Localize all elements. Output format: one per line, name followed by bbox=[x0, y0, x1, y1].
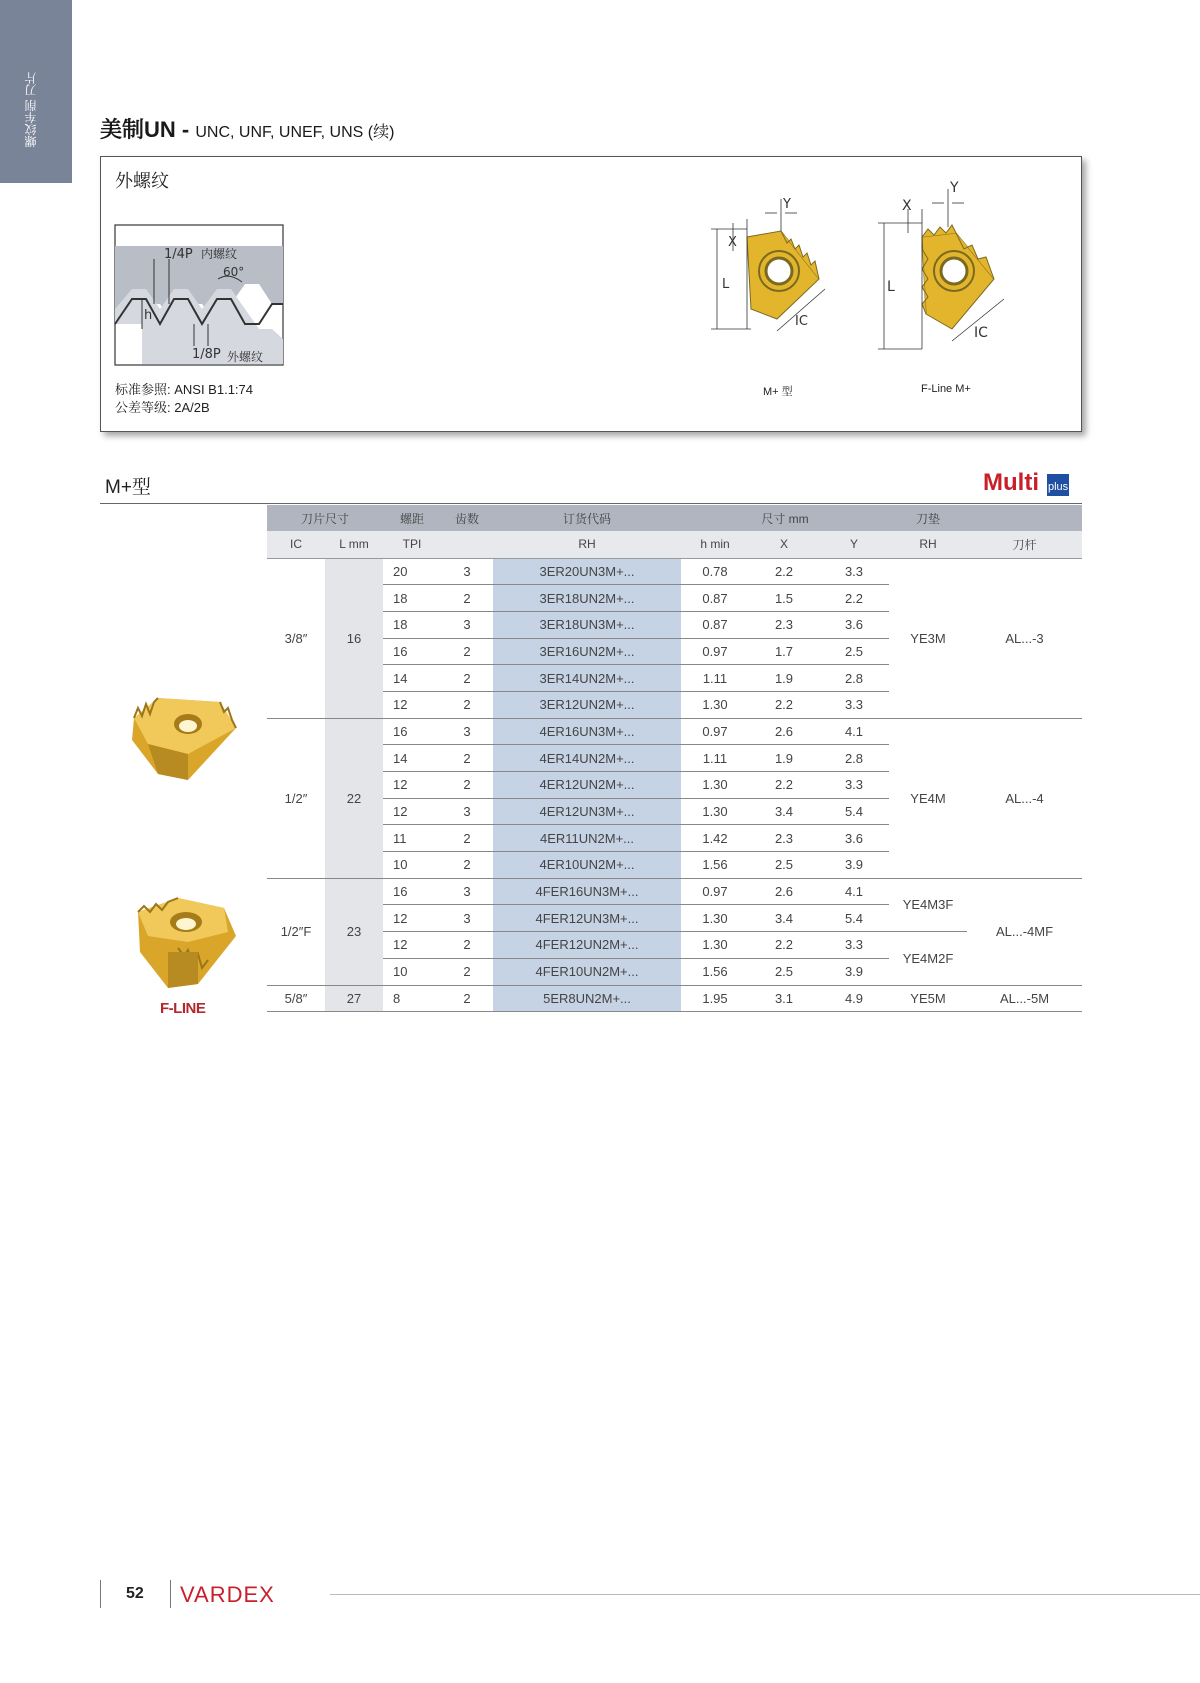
tpi-cell: 14 bbox=[383, 745, 441, 772]
fline-ic-label: IC bbox=[974, 325, 988, 341]
fline-x-label: X bbox=[902, 198, 912, 214]
x-cell: 2.6 bbox=[749, 878, 819, 905]
footer-divider-right bbox=[170, 1580, 171, 1608]
fline-y-label: Y bbox=[950, 180, 959, 196]
hmin-cell: 1.30 bbox=[681, 798, 749, 825]
ic-cell: 3/8″ bbox=[267, 558, 325, 718]
y-cell: 3.6 bbox=[819, 825, 889, 852]
x-cell: 1.9 bbox=[749, 665, 819, 692]
teeth-cell: 2 bbox=[441, 932, 493, 959]
header-order-code: 订货代码 bbox=[493, 505, 681, 531]
x-cell: 3.4 bbox=[749, 905, 819, 932]
angle-label: 60° bbox=[223, 265, 245, 279]
holder-cell: AL...-3 bbox=[967, 558, 1082, 718]
mplus-caption: M+ 型 bbox=[763, 386, 793, 398]
box-title: 外螺纹 bbox=[115, 171, 169, 191]
section-rule bbox=[100, 503, 1082, 504]
y-cell: 2.2 bbox=[819, 585, 889, 612]
title-main: 美制UN - bbox=[100, 117, 196, 142]
holder-cell: AL...-4 bbox=[967, 718, 1082, 878]
mplus-dimension-diagram bbox=[691, 179, 841, 354]
y-cell: 3.3 bbox=[819, 932, 889, 959]
hmin-cell: 0.87 bbox=[681, 585, 749, 612]
multi-plus-logo bbox=[983, 466, 1083, 500]
fline-dimension-diagram bbox=[866, 179, 1016, 354]
x-cell: 3.1 bbox=[749, 985, 819, 1012]
y-cell: 3.9 bbox=[844, 964, 864, 980]
x-cell: 1.5 bbox=[749, 585, 819, 612]
order-code-cell: 4FER10UN2M+... bbox=[493, 958, 681, 985]
shim-cell: YE5M bbox=[889, 985, 967, 1012]
subheader-rh: RH bbox=[493, 531, 681, 558]
subheader-y: Y bbox=[819, 531, 889, 558]
teeth-cell: 3 bbox=[441, 905, 493, 932]
hmin-cell: 1.30 bbox=[681, 932, 749, 959]
x-cell: 3.4 bbox=[749, 798, 819, 825]
holder-cell: AL...-4MF bbox=[967, 878, 1082, 985]
teeth-cell: 2 bbox=[441, 585, 493, 612]
mplus-y-label: Y bbox=[783, 197, 791, 212]
tpi-cell: 12 bbox=[383, 905, 441, 932]
tpi-cell: 16 bbox=[383, 718, 441, 745]
logo-multi-text: Multi bbox=[983, 469, 1039, 496]
order-code-cell: 3ER18UN2M+... bbox=[493, 585, 681, 612]
y-cell: 4.1 bbox=[819, 878, 889, 905]
table-body bbox=[267, 558, 1082, 1012]
x-cell: 2.2 bbox=[749, 932, 819, 959]
y-cell: 5.4 bbox=[819, 905, 889, 932]
vardex-logo: VARDEX bbox=[180, 1582, 275, 1607]
ic-cell: 1/2″F bbox=[267, 878, 325, 985]
eighth-p-label: 1/8P bbox=[192, 347, 221, 362]
x-cell: 2.3 bbox=[749, 611, 819, 638]
y-cell: 4.9 bbox=[819, 985, 889, 1012]
header-shim: 刀垫 bbox=[889, 505, 967, 531]
hmin-cell: 1.95 bbox=[681, 985, 749, 1012]
subheader-tpi: TPI bbox=[383, 531, 441, 558]
teeth-cell: 3 bbox=[441, 558, 493, 585]
hmin-cell: 1.56 bbox=[702, 964, 728, 980]
tpi-cell: 10 bbox=[393, 964, 408, 980]
x-cell: 2.2 bbox=[749, 772, 819, 799]
x-cell: 2.6 bbox=[749, 718, 819, 745]
hmin-cell: 1.11 bbox=[681, 745, 749, 772]
h-label: h bbox=[144, 308, 153, 323]
tpi-cell: 12 bbox=[393, 697, 408, 713]
tpi-cell: 20 bbox=[383, 558, 441, 585]
hmin-cell: 0.97 bbox=[681, 878, 749, 905]
hmin-cell: 1.56 bbox=[702, 857, 728, 873]
shim-cell: YE4M3F bbox=[889, 878, 967, 931]
hmin-cell: 1.11 bbox=[681, 665, 749, 692]
side-tab bbox=[0, 0, 72, 183]
order-code-cell: 3ER14UN2M+... bbox=[493, 665, 681, 692]
x-cell: 2.2 bbox=[749, 558, 819, 585]
teeth-cell: 3 bbox=[441, 611, 493, 638]
teeth-cell: 3 bbox=[441, 878, 493, 905]
mplus-l-label: L bbox=[722, 277, 730, 292]
fline-caption: F-Line M+ bbox=[921, 383, 971, 395]
y-cell: 2.8 bbox=[819, 665, 889, 692]
y-cell: 3.9 bbox=[844, 857, 864, 873]
mplus-x-label: X bbox=[728, 235, 737, 250]
order-code-cell: 3ER16UN2M+... bbox=[493, 638, 681, 665]
table-row bbox=[267, 985, 1082, 1012]
teeth-cell: 2 bbox=[441, 745, 493, 772]
holder-cell: AL...-5M bbox=[967, 985, 1082, 1012]
table-row bbox=[267, 878, 1082, 905]
x-cell: 2.2 bbox=[774, 697, 794, 713]
page-title bbox=[100, 113, 394, 144]
footer-divider-left bbox=[100, 1580, 101, 1608]
tolerance-class: 公差等级: 2A/2B bbox=[115, 400, 210, 415]
order-code-cell: 5ER8UN2M+... bbox=[493, 985, 681, 1012]
subheader-x: X bbox=[749, 531, 819, 558]
header-dimensions: 尺寸 mm bbox=[681, 505, 889, 531]
tpi-cell: 16 bbox=[383, 878, 441, 905]
teeth-cell: 2 bbox=[441, 638, 493, 665]
hmin-cell: 0.97 bbox=[681, 718, 749, 745]
footer-rule bbox=[330, 1594, 1200, 1595]
fline-l-label: L bbox=[887, 279, 895, 295]
shim-cell: YE3M bbox=[889, 558, 967, 718]
hmin-cell: 0.78 bbox=[681, 558, 749, 585]
l-cell: 16 bbox=[325, 558, 383, 718]
x-cell: 2.3 bbox=[749, 825, 819, 852]
teeth-cell: 2 bbox=[441, 985, 493, 1012]
order-code-cell: 4ER10UN2M+... bbox=[493, 852, 681, 879]
shim-cell: YE4M bbox=[889, 718, 967, 878]
order-code-cell: 4FER12UN2M+... bbox=[493, 932, 681, 959]
order-code-cell: 4FER16UN3M+... bbox=[493, 878, 681, 905]
quarter-p-label: 1/4P bbox=[164, 247, 193, 262]
x-cell: 1.7 bbox=[749, 638, 819, 665]
order-code-cell: 4ER16UN3M+... bbox=[493, 718, 681, 745]
order-code-cell: 3ER18UN3M+... bbox=[493, 611, 681, 638]
teeth-cell: 2 bbox=[463, 964, 471, 980]
order-code-cell: 4ER12UN2M+... bbox=[493, 772, 681, 799]
teeth-cell: 3 bbox=[441, 798, 493, 825]
y-cell: 5.4 bbox=[819, 798, 889, 825]
header-teeth: 齿数 bbox=[441, 505, 493, 531]
teeth-cell: 2 bbox=[441, 772, 493, 799]
order-code-cell: 4ER14UN2M+... bbox=[493, 745, 681, 772]
table-header-row-2 bbox=[267, 531, 1082, 558]
hmin-cell: 1.30 bbox=[702, 697, 728, 713]
order-code-cell: 4ER12UN3M+... bbox=[493, 798, 681, 825]
teeth-cell: 3 bbox=[441, 718, 493, 745]
hmin-cell: 1.42 bbox=[681, 825, 749, 852]
order-code-cell: 4FER12UN3M+... bbox=[493, 905, 681, 932]
l-cell: 23 bbox=[325, 878, 383, 985]
header-blank bbox=[967, 505, 1082, 531]
title-sub: UNC, UNF, UNEF, UNS (续) bbox=[195, 124, 395, 141]
tpi-cell: 18 bbox=[383, 611, 441, 638]
mplus-insert-image bbox=[128, 688, 238, 788]
hmin-cell: 0.87 bbox=[681, 611, 749, 638]
l-cell: 22 bbox=[325, 718, 383, 878]
teeth-cell: 2 bbox=[441, 665, 493, 692]
external-thread-box bbox=[100, 156, 1082, 432]
tpi-cell: 18 bbox=[383, 585, 441, 612]
section-title: M+型 bbox=[105, 477, 151, 498]
tpi-cell: 11 bbox=[383, 825, 441, 852]
shim-cell: YE4M2F bbox=[902, 950, 954, 966]
order-code-cell: 3ER12UN2M+... bbox=[493, 691, 681, 718]
fline-insert-image bbox=[128, 892, 240, 994]
teeth-cell: 2 bbox=[463, 857, 471, 873]
teeth-cell: 2 bbox=[441, 825, 493, 852]
tpi-cell: 12 bbox=[383, 798, 441, 825]
x-cell: 2.5 bbox=[774, 857, 794, 873]
table-row bbox=[267, 932, 1082, 959]
teeth-cell: 2 bbox=[463, 697, 471, 713]
order-code-cell: 4ER11UN2M+... bbox=[493, 825, 681, 852]
y-cell: 3.3 bbox=[844, 697, 864, 713]
l-cell: 27 bbox=[325, 985, 383, 1012]
subheader-l: L mm bbox=[325, 531, 383, 558]
insert-table bbox=[267, 505, 1082, 1012]
x-cell: 2.5 bbox=[774, 964, 794, 980]
y-cell: 2.5 bbox=[819, 638, 889, 665]
header-pitch: 螺距 bbox=[383, 505, 441, 531]
hmin-cell: 1.30 bbox=[681, 772, 749, 799]
tpi-cell: 10 bbox=[393, 857, 408, 873]
thread-profile-diagram bbox=[114, 224, 284, 366]
hmin-cell: 0.97 bbox=[681, 638, 749, 665]
y-cell: 3.6 bbox=[819, 611, 889, 638]
tpi-cell: 12 bbox=[383, 932, 441, 959]
ic-cell: 5/8″ bbox=[267, 985, 325, 1012]
header-insert-size: 刀片尺寸 bbox=[267, 505, 383, 531]
internal-label: 内螺纹 bbox=[201, 247, 238, 261]
mplus-ic-label: IC bbox=[795, 314, 808, 329]
table-row bbox=[267, 718, 1082, 745]
order-code-cell: 3ER20UN3M+... bbox=[493, 558, 681, 585]
x-cell: 1.9 bbox=[749, 745, 819, 772]
tpi-cell: 8 bbox=[383, 985, 441, 1012]
y-cell: 3.3 bbox=[819, 772, 889, 799]
page-number: 52 bbox=[126, 1585, 144, 1602]
logo-plus-text: plus bbox=[1048, 481, 1069, 493]
subheader-teeth bbox=[441, 531, 493, 558]
fline-label: F-LINE bbox=[160, 1000, 206, 1017]
y-cell: 2.8 bbox=[819, 745, 889, 772]
tpi-cell: 12 bbox=[383, 772, 441, 799]
external-label: 外螺纹 bbox=[227, 350, 264, 364]
subheader-holder: 刀杆 bbox=[967, 531, 1082, 558]
ic-cell: 1/2″ bbox=[267, 718, 325, 878]
table-row bbox=[267, 558, 1082, 585]
y-cell: 3.3 bbox=[819, 558, 889, 585]
subheader-ic: IC bbox=[267, 531, 325, 558]
table-header-row-1 bbox=[267, 505, 1082, 531]
y-cell: 4.1 bbox=[819, 718, 889, 745]
tpi-cell: 16 bbox=[383, 638, 441, 665]
tpi-cell: 14 bbox=[383, 665, 441, 692]
standard-reference: 标准参照: ANSI B1.1:74 bbox=[115, 382, 253, 397]
subheader-hmin: h min bbox=[681, 531, 749, 558]
side-tab-label: 螺纹车削 刀片 bbox=[24, 72, 38, 148]
subheader-shim-rh: RH bbox=[889, 531, 967, 558]
hmin-cell: 1.30 bbox=[681, 905, 749, 932]
